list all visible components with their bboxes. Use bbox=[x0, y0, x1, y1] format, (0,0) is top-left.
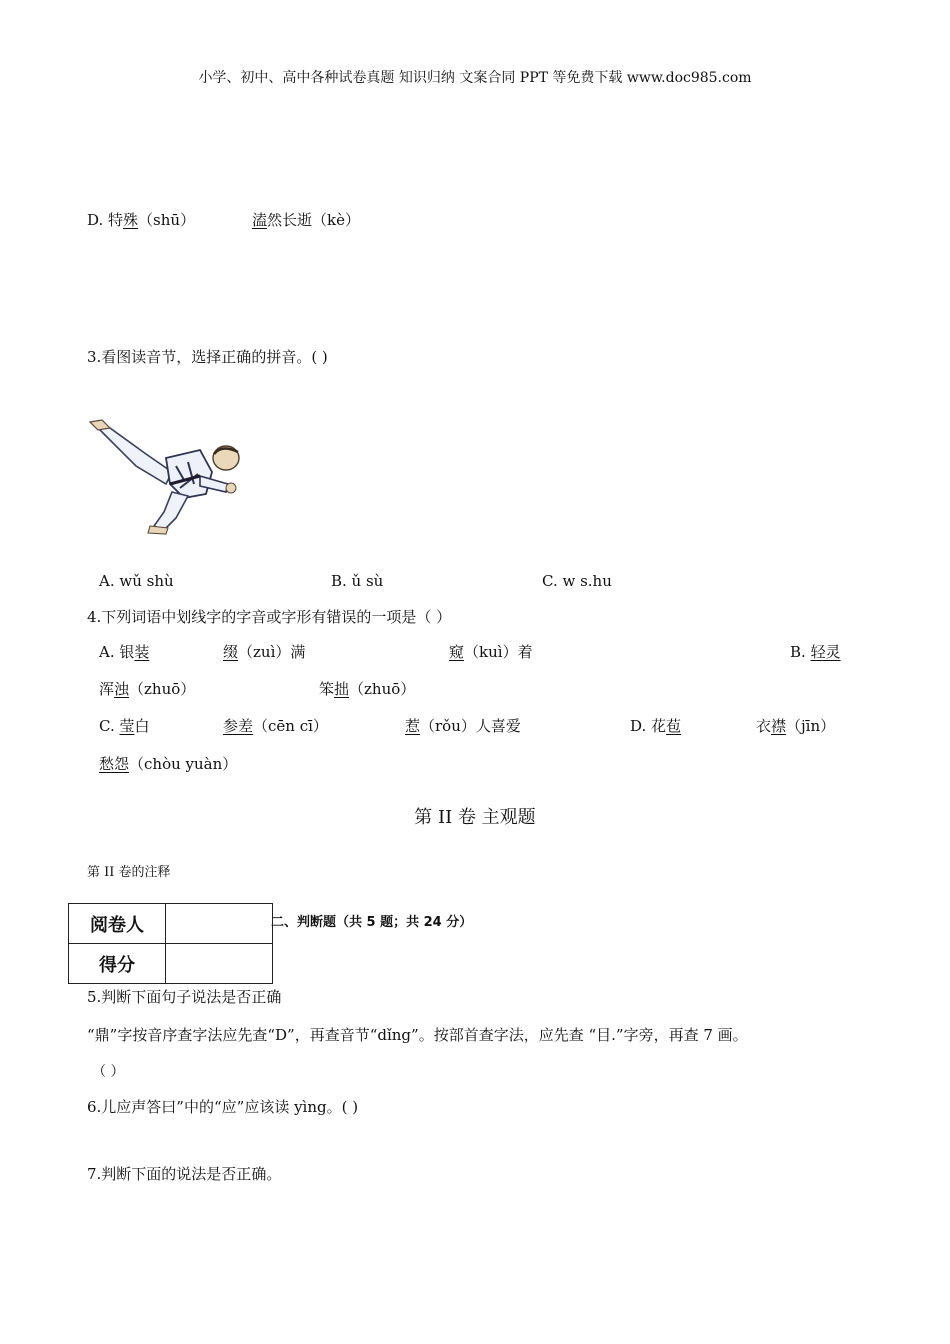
section-heading: 二、判断题（共 5 题；共 24 分） bbox=[271, 915, 473, 930]
q4d-word2-a: 衣 bbox=[756, 717, 772, 735]
q4c-word1: 莹 bbox=[119, 717, 135, 735]
q2d-word2: 溘 bbox=[252, 211, 268, 229]
q4d-word3: 愁怨 bbox=[99, 755, 130, 773]
q4b-word3-pinyin: （zhuō） bbox=[349, 680, 416, 698]
q4a-word3: 窥 bbox=[449, 643, 465, 661]
grader-cell[interactable] bbox=[166, 904, 273, 944]
q4d-word2-pinyin: （jīn） bbox=[786, 717, 836, 735]
q4b-word3-b: 拙 bbox=[334, 680, 350, 698]
q4d-word2: 襟 bbox=[771, 717, 787, 735]
score-label: 得分 bbox=[69, 944, 166, 984]
q2d-word1: 殊 bbox=[123, 211, 139, 229]
q4a-word2-rest: （zuì）满 bbox=[238, 643, 306, 661]
q4d-word1: 苞 bbox=[666, 717, 682, 735]
q4b-phrase3 bbox=[319, 678, 415, 699]
part2-title: 第 II 卷 主观题 bbox=[414, 807, 536, 828]
q4c-phrase3 bbox=[405, 715, 521, 736]
q4d-label: D. 花 bbox=[630, 717, 667, 735]
q4b-word2-b: 浊 bbox=[114, 680, 130, 698]
q4a-phrase2 bbox=[223, 641, 305, 662]
q4d-phrase1 bbox=[630, 715, 681, 736]
q4a-word3-rest: （kuì）着 bbox=[464, 643, 533, 661]
q4b-phrase2 bbox=[99, 678, 195, 699]
q4b-phrase1 bbox=[790, 641, 841, 662]
q4b-label: B. bbox=[790, 643, 811, 661]
q6-stem: 6.儿应声答曰”中的“应”应该读 yìng。( ) bbox=[87, 1098, 359, 1116]
q4c-label: C. bbox=[99, 717, 120, 735]
q4a-phrase1 bbox=[99, 641, 149, 662]
q4-stem: 4.下列词语中划线字的字音或字形有错误的一项是（ ） bbox=[87, 608, 452, 626]
q2d-pinyin1: （shū） bbox=[138, 211, 196, 229]
taekwondo-kick-image bbox=[88, 414, 248, 536]
part2-note: 第 II 卷的注释 bbox=[87, 865, 171, 880]
q5-stem: 5.判断下面句子说法是否正确 bbox=[87, 988, 282, 1006]
q4a-label: A. 银 bbox=[99, 643, 135, 661]
q4c-word1-rest: 白 bbox=[134, 717, 150, 735]
q2d-rest: 然长逝（kè） bbox=[267, 211, 360, 229]
q5-answer-paren: （ ） bbox=[92, 1064, 125, 1080]
q2d-label: D. 特 bbox=[87, 211, 124, 229]
q4b-word1: 轻灵 bbox=[810, 643, 841, 661]
q4c-word3-rest: （rǒu）人喜爱 bbox=[420, 717, 521, 735]
q4a-word1: 装 bbox=[134, 643, 150, 661]
q3-option-a: A. wǔ shù bbox=[99, 572, 174, 590]
q4b-word2-pinyin: （zhuō） bbox=[129, 680, 196, 698]
q4c-word3: 惹 bbox=[405, 717, 421, 735]
q4d-phrase3 bbox=[99, 753, 237, 774]
grading-table bbox=[68, 903, 273, 984]
q4c-phrase2 bbox=[223, 715, 328, 736]
score-cell[interactable] bbox=[166, 944, 273, 984]
q4c-word2-pinyin: （cēn cī） bbox=[253, 717, 328, 735]
grader-label: 阅卷人 bbox=[69, 904, 166, 944]
q4b-word3-a: 笨 bbox=[319, 680, 335, 698]
q4a-phrase3 bbox=[449, 641, 533, 662]
q4c-phrase1 bbox=[99, 715, 150, 736]
q4a-word2: 缀 bbox=[223, 643, 239, 661]
q3-option-c: C. w s.hu bbox=[542, 572, 612, 590]
q4d-phrase2 bbox=[756, 715, 835, 736]
q2d-phrase2 bbox=[252, 209, 360, 230]
q4b-word2-a: 浑 bbox=[99, 680, 115, 698]
q5-body: “鼎”字按音序查字法应先查“D”，再查音节“dǐng”。按部首查字法，应先查 “目.”字旁，再查 7 画。 bbox=[87, 1026, 748, 1044]
q3-stem: 3.看图读音节，选择正确的拼音。( ) bbox=[87, 348, 328, 366]
q2-option-d bbox=[87, 209, 195, 230]
q4d-word3-pinyin: （chòu yuàn） bbox=[129, 755, 238, 773]
q7-stem: 7.判断下面的说法是否正确。 bbox=[87, 1165, 282, 1183]
q4c-word2: 参差 bbox=[223, 717, 254, 735]
q3-option-b: B. ǔ sù bbox=[331, 572, 384, 590]
page-header: 小学、初中、高中各种试卷真题 知识归纳 文案合同 PPT 等免费下载 www.doc985.com bbox=[198, 70, 752, 86]
